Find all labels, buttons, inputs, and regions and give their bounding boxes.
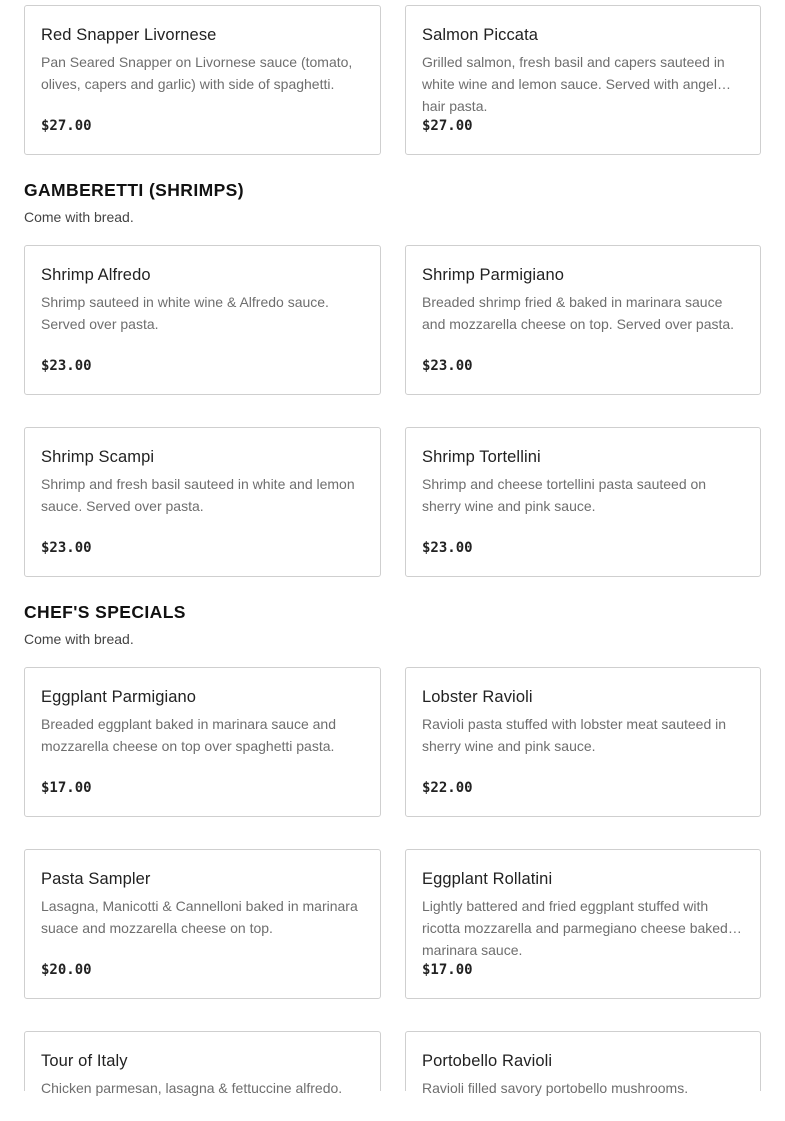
menu-item-card[interactable]: [405, 245, 761, 395]
menu-item-price: $20.00: [41, 962, 92, 978]
section-title: CHEF'S SPECIALS: [24, 602, 186, 622]
menu-item-card[interactable]: [405, 5, 761, 155]
menu-item-price: $27.00: [422, 118, 473, 134]
menu-item-card[interactable]: [405, 667, 761, 817]
menu-item-name: Shrimp Alfredo: [41, 266, 151, 284]
menu-item-card[interactable]: [405, 1031, 761, 1096]
menu-item-description: Ravioli filled savory portobello mushrooms.: [422, 1080, 689, 1096]
menu-item-price: $23.00: [422, 358, 473, 374]
menu-item-card[interactable]: [24, 427, 381, 577]
menu-item-price: $27.00: [41, 118, 92, 134]
menu-item-description: Ravioli pasta stuffed with lobster meat sauteed in sherry wine and pink sauce.: [422, 716, 727, 754]
menu-item-card[interactable]: [24, 1031, 381, 1096]
menu-item-description: Pan Seared Snapper on Livornese sauce (tomato, olives, capers and garlic) with side of spaghetti.: [41, 54, 353, 92]
menu-item-price: $23.00: [41, 358, 92, 374]
menu-item-name: Red Snapper Livornese: [41, 26, 217, 44]
menu-item-card[interactable]: [405, 427, 761, 577]
menu-item-description: Chicken parmesan, lasagna & fettuccine alfredo.: [41, 1080, 343, 1096]
menu-item-card[interactable]: [24, 245, 381, 395]
menu-item-card[interactable]: [405, 849, 761, 999]
menu-item-price: $23.00: [422, 540, 473, 556]
menu-item-name: Pasta Sampler: [41, 870, 151, 888]
menu-item-description: Lasagna, Manicotti & Cannelloni baked in marinara suace and mozzarella cheese on top.: [41, 898, 358, 936]
menu-item-price: $23.00: [41, 540, 92, 556]
menu-item-name: Salmon Piccata: [422, 26, 539, 44]
section-subtitle: Come with bread.: [24, 631, 134, 647]
menu-item-card[interactable]: [24, 849, 381, 999]
menu-item-name: Eggplant Rollatini: [422, 870, 553, 888]
menu-item-price: $17.00: [422, 962, 473, 978]
menu-item-description: Breaded shrimp fried & baked in marinara sauce and mozzarella cheese on top. Served over pasta.: [422, 294, 735, 332]
menu-item-description: Shrimp sauteed in white wine & Alfredo sauce. Served over pasta.: [41, 294, 329, 332]
menu-item-description: Shrimp and fresh basil sauteed in white and lemon sauce. Served over pasta.: [41, 476, 355, 514]
section-subtitle: Come with bread.: [24, 209, 134, 225]
menu-item-card[interactable]: [24, 667, 381, 817]
menu-item-card[interactable]: [24, 5, 381, 155]
menu-item-name: Shrimp Scampi: [41, 448, 155, 466]
menu-item-name: Lobster Ravioli: [422, 688, 533, 706]
menu-item-description: Lightly battered and fried eggplant stuffed with ricotta mozzarella and parmegiano cheese baked in marinara sauce.: [422, 898, 743, 958]
menu-item-description: Grilled salmon, fresh basil and capers sauteed in white wine and lemon sauce. Served with angel hair pasta.: [422, 54, 725, 114]
menu-item-description: Shrimp and cheese tortellini pasta sauteed on sherry wine and pink sauce.: [422, 476, 707, 514]
menu-item-name: Eggplant Parmigiano: [41, 688, 197, 706]
menu-item-price: $22.00: [422, 780, 473, 796]
menu-item-description: Breaded eggplant baked in marinara sauce and mozzarella cheese on top over spaghetti pasta.: [41, 716, 336, 754]
menu-item-name: Shrimp Tortellini: [422, 448, 541, 466]
section-title: GAMBERETTI (SHRIMPS): [24, 180, 244, 200]
menu-item-price: $17.00: [41, 780, 92, 796]
menu-item-name: Portobello Ravioli: [422, 1052, 553, 1070]
menu-item-name: Shrimp Parmigiano: [422, 266, 565, 284]
menu-item-name: Tour of Italy: [41, 1052, 128, 1070]
